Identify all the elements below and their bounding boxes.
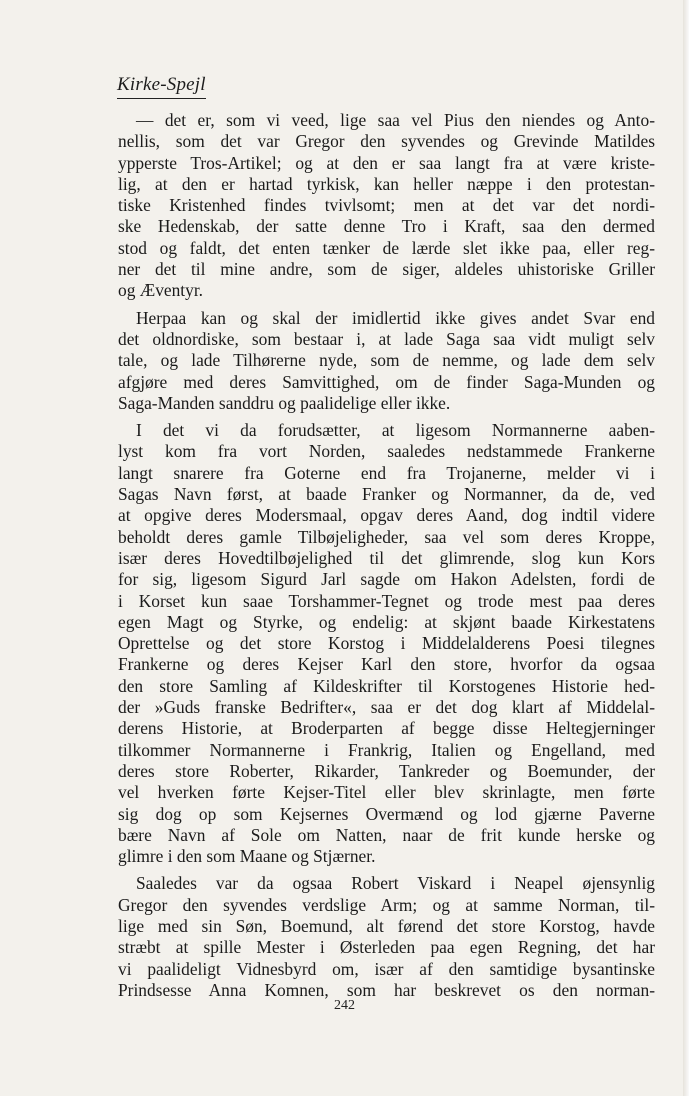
text-line: tiske Kristenhed findes tvivlsomt; men at det var det nordi- — [118, 195, 655, 216]
text-line: at opgive deres Modersmaal, opgav deres Aand, dog indtil videre — [118, 505, 655, 526]
text-line: Saaledes var da ogsaa Robert Viskard i Neapel øjensynlig — [136, 873, 655, 894]
page-edge — [683, 0, 689, 1096]
text-line: derens Historie, at Broderparten af begge disse Heltegjerninger — [118, 718, 655, 739]
text-line: der »Guds franske Bedrifter«, saa er det dog klart af Middelal- — [118, 697, 655, 718]
running-title: Kirke-Spejl — [117, 74, 206, 99]
text-line: for sig, ligesom Sigurd Jarl sagde om Hakon Adelsten, fordi de — [118, 569, 655, 590]
page-number: 242 — [334, 998, 355, 1013]
paragraph — [118, 308, 655, 414]
text-line: sig dog op som Kejsernes Overmænd og lod gjærne Paverne — [118, 803, 655, 824]
text-line: Prindsesse Anna Komnen, som har beskrevet os den norman- — [118, 979, 655, 1000]
text-line: tale, og lade Tilhørerne nyde, som de nemme, og lade dem selv — [118, 350, 655, 371]
text-line: det oldnordiske, som bestaar i, at lade Saga saa vidt muligt selv — [118, 328, 655, 349]
paragraph — [118, 110, 655, 302]
text-line: Frankerne og deres Kejser Karl den store, hvorfor da ogsaa — [118, 654, 655, 675]
text-line: langt snarere fra Goterne end fra Trojanerne, melder vi i — [118, 462, 655, 483]
text-line: den store Samling af Kildeskrifter til Korstogenes Historie hed- — [118, 675, 655, 696]
text-line: stod og faldt, det enten tænker de lærde slet ikke paa, eller reg- — [118, 237, 655, 258]
text-line: afgjøre med deres Samvittighed, om de finder Saga-Munden og — [118, 371, 655, 392]
text-line: lig, at den er hartad tyrkisk, kan heller næppe i den protestan- — [118, 173, 655, 194]
text-line: og Æventyr. — [118, 280, 204, 301]
paragraph — [118, 420, 655, 867]
paragraph — [118, 873, 655, 1001]
body-text — [118, 110, 655, 1007]
text-line: Oprettelse og det store Korstog i Middelalderens Poesi tilegnes — [118, 633, 655, 654]
text-line: lyst kom fra vort Norden, saaledes nedstammede Frankerne — [118, 441, 655, 462]
text-line: Herpaa kan og skal der imidlertid ikke gives andet Svar end — [136, 307, 655, 328]
text-line: Saga-Manden sanddru og paalidelige eller ikke. — [118, 392, 451, 413]
text-line: i Korset kun saae Torshammer-Tegnet og trode mest paa deres — [118, 590, 655, 611]
text-line: ypperste Tros-Artikel; og at den er saa langt fra at være kriste- — [118, 152, 655, 173]
text-line: glimre i den som Maane og Stjærner. — [118, 846, 376, 867]
text-line: I det vi da forudsætter, at ligesom Normannerne aaben- — [136, 420, 655, 441]
text-line: nellis, som det var Gregor den syvendes og Grevinde Matildes — [118, 131, 655, 152]
text-line: især deres Hovedtilbøjelighed til det glimrende, slog kun Kors — [118, 547, 655, 568]
text-line: deres store Roberter, Rikarder, Tankreder og Boemunder, der — [118, 760, 655, 781]
text-line: vel hverken førte Kejser-Titel eller blev skrinlagte, men førte — [118, 782, 655, 803]
text-line: beholdt deres gamle Tilbøjeligheder, saa vel som deres Kroppe, — [118, 526, 655, 547]
text-line: tilkommer Normannerne i Frankrig, Italien og Engelland, med — [118, 739, 655, 760]
text-line: vi paalideligt Vidnesbyrd om, især af den samtidige bysantinske — [118, 958, 655, 979]
text-line: ner det til mine andre, som de siger, aldeles uhistoriske Griller — [118, 259, 655, 280]
text-line: bære Navn af Sole om Natten, naar de frit kunde herske og — [118, 824, 655, 845]
text-line: ske Hedenskab, der satte denne Tro i Kraft, saa den dermed — [118, 216, 655, 237]
text-line: — det er, som vi veed, lige saa vel Pius den niendes og Anto- — [136, 110, 655, 130]
text-line: egen Magt og Styrke, og endelig: at skjønt baade Kirkestatens — [118, 611, 655, 632]
text-line: Sagas Navn først, at baade Franker og Normanner, da de, ved — [118, 484, 655, 505]
text-line: Gregor den syvendes verdslige Arm; og at samme Norman, til- — [118, 894, 655, 915]
text-line: lige med sin Søn, Boemund, alt førend det store Korstog, havde — [118, 915, 655, 936]
text-line: stræbt at spille Mester i Østerleden paa egen Regning, det har — [118, 937, 655, 958]
